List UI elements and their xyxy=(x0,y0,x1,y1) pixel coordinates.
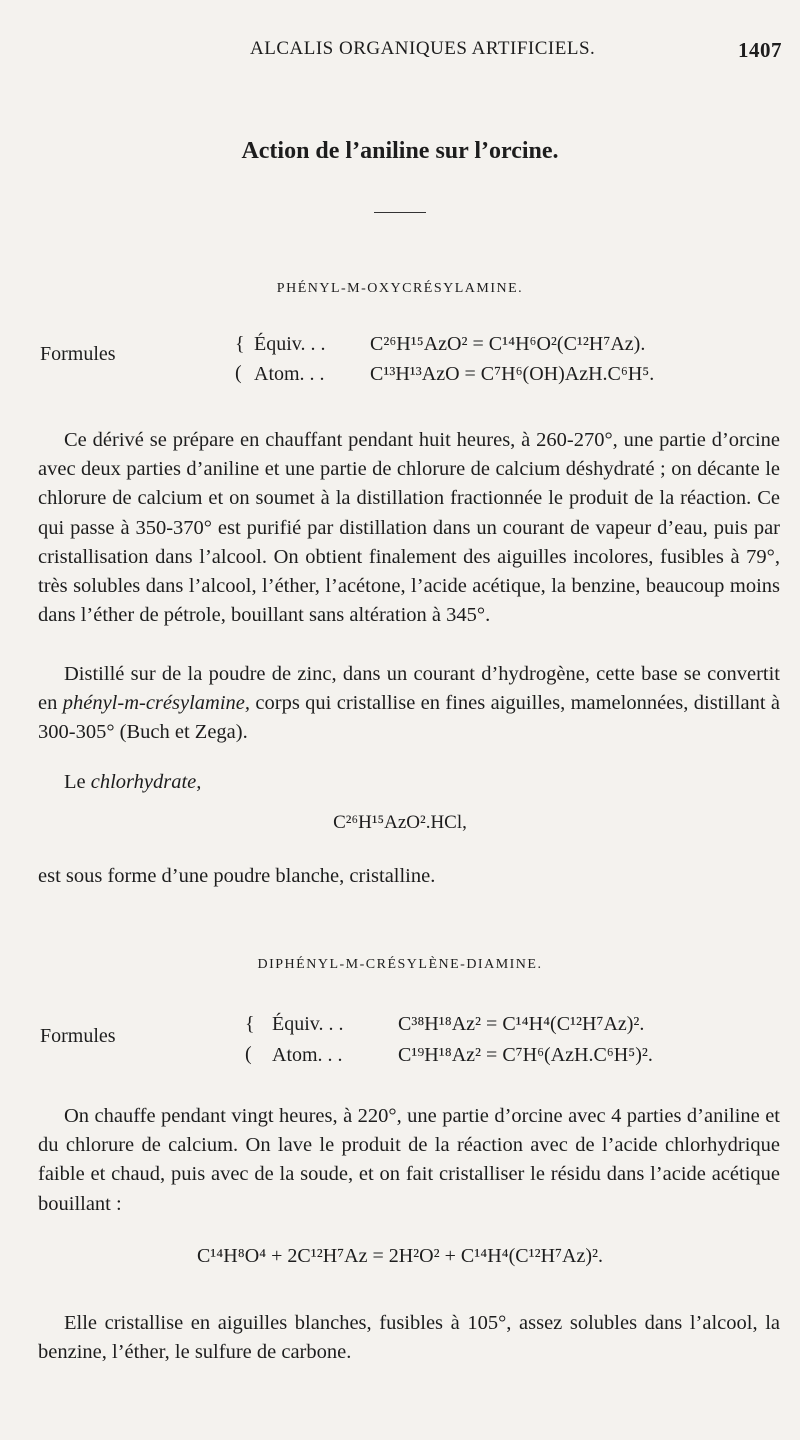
brace-bottom: ( xyxy=(235,362,242,384)
running-head-title: ALCALIS ORGANIQUES ARTIFICIELS. xyxy=(250,38,596,59)
formulas-label: Formules xyxy=(40,343,116,365)
chlorhydrate-line xyxy=(38,768,780,797)
compound1-formulas xyxy=(40,333,780,393)
page-number: 1407 xyxy=(738,38,782,62)
equiv-formula: C³⁸H¹⁸Az² = C¹⁴H⁴(C¹²H⁷Az)². xyxy=(398,1013,645,1035)
compound1-paragraph-1: Ce dérivé se prépare en chauffant pendant huit heures, à 260-270°, une partie d’orcine avec deux parties d’aniline et une partie de chlorure de calcium déshydraté ; on décante le chlorure de calcium et on soumet à la distillation fractionnée le produit de la réaction. Ce qui passe à 350-370° est purifié par distillation dans un courant de vapeur d’eau, puis par cristallisation dans l’alcool. On obtient finalement des aiguilles incolores, fusibles à 79°, très solubles dans l’alcool, l’éther, l’acétone, l’acide acétique, la benzine, beaucoup moins dans l’éther de pétrole, bouillant sans altération à 345°. xyxy=(38,429,780,627)
atom-formula: C¹³H¹³AzO = C⁷H⁶(OH)AzH.C⁶H⁵. xyxy=(370,363,655,385)
atom-label: Atom. . . xyxy=(254,363,325,385)
compound1-name: PHÉNYL-M-OXYCRÉSYLAMINE. xyxy=(276,281,524,296)
paragraph2-end: corps qui cristallise en fines aiguilles, mamelonnées, distillant à 300-305° (Buch et Zega). xyxy=(38,692,780,744)
equiv-label: Équiv. . . xyxy=(272,1013,344,1035)
compound2-formulas xyxy=(40,1013,780,1073)
equiv-formula: C²⁶H¹⁵AzO² = C¹⁴H⁶O²(C¹²H⁷Az). xyxy=(370,333,646,355)
section-title: Action de l’aniline sur l’orcine. xyxy=(241,138,559,164)
chlorhydrate-italic: chlorhydrate, xyxy=(90,771,202,793)
brace-top: { xyxy=(235,333,245,355)
atom-formula: C¹⁹H¹⁸Az² = C⁷H⁶(AzH.C⁶H⁵)². xyxy=(398,1044,653,1066)
compound2-name: DIPHÉNYL-M-CRÉSYLÈNE-DIAMINE. xyxy=(257,957,543,972)
compound1-paragraph-2 xyxy=(38,660,780,748)
equiv-label: Équiv. . . xyxy=(254,333,326,355)
brace-top: { xyxy=(245,1013,255,1035)
chlorhydrate-intro: Le xyxy=(64,771,91,793)
paragraph2-italic: phényl-m-crésylamine, xyxy=(62,692,251,715)
paragraph2-start: Distillé sur de la poudre de zinc, dans un courant d’hydrogène, cette base se convertit en xyxy=(38,663,780,715)
reaction-equation: C¹⁴H⁸O⁴ + 2C¹²H⁷Az = 2H²O² + C¹⁴H⁴(C¹²H⁷Az)². xyxy=(196,1245,604,1267)
title-rule xyxy=(374,212,426,213)
brace-bottom: ( xyxy=(245,1043,252,1065)
atom-label: Atom. . . xyxy=(272,1044,343,1066)
compound2-paragraph-2: Elle cristallise en aiguilles blanches, fusibles à 105°, assez solubles dans l’alcool, la benzine, l’éther, le sulfure de carbone. xyxy=(38,1312,780,1364)
chlorhydrate-formula: C²⁶H¹⁵AzO².HCl, xyxy=(333,812,467,833)
compound2-paragraph-1: On chauffe pendant vingt heures, à 220°, une partie d’orcine avec 4 parties d’aniline et du chlorure de calcium. On lave le produit de la réaction avec de l’acide chlorhydrique faible et chaud, puis avec de la soude, et on fait cristalliser le résidu dans l’acide acétique bouillant : xyxy=(38,1105,780,1215)
formulas-label: Formules xyxy=(40,1025,116,1047)
chlorhydrate-description: est sous forme d’une poudre blanche, cristalline. xyxy=(38,865,436,887)
